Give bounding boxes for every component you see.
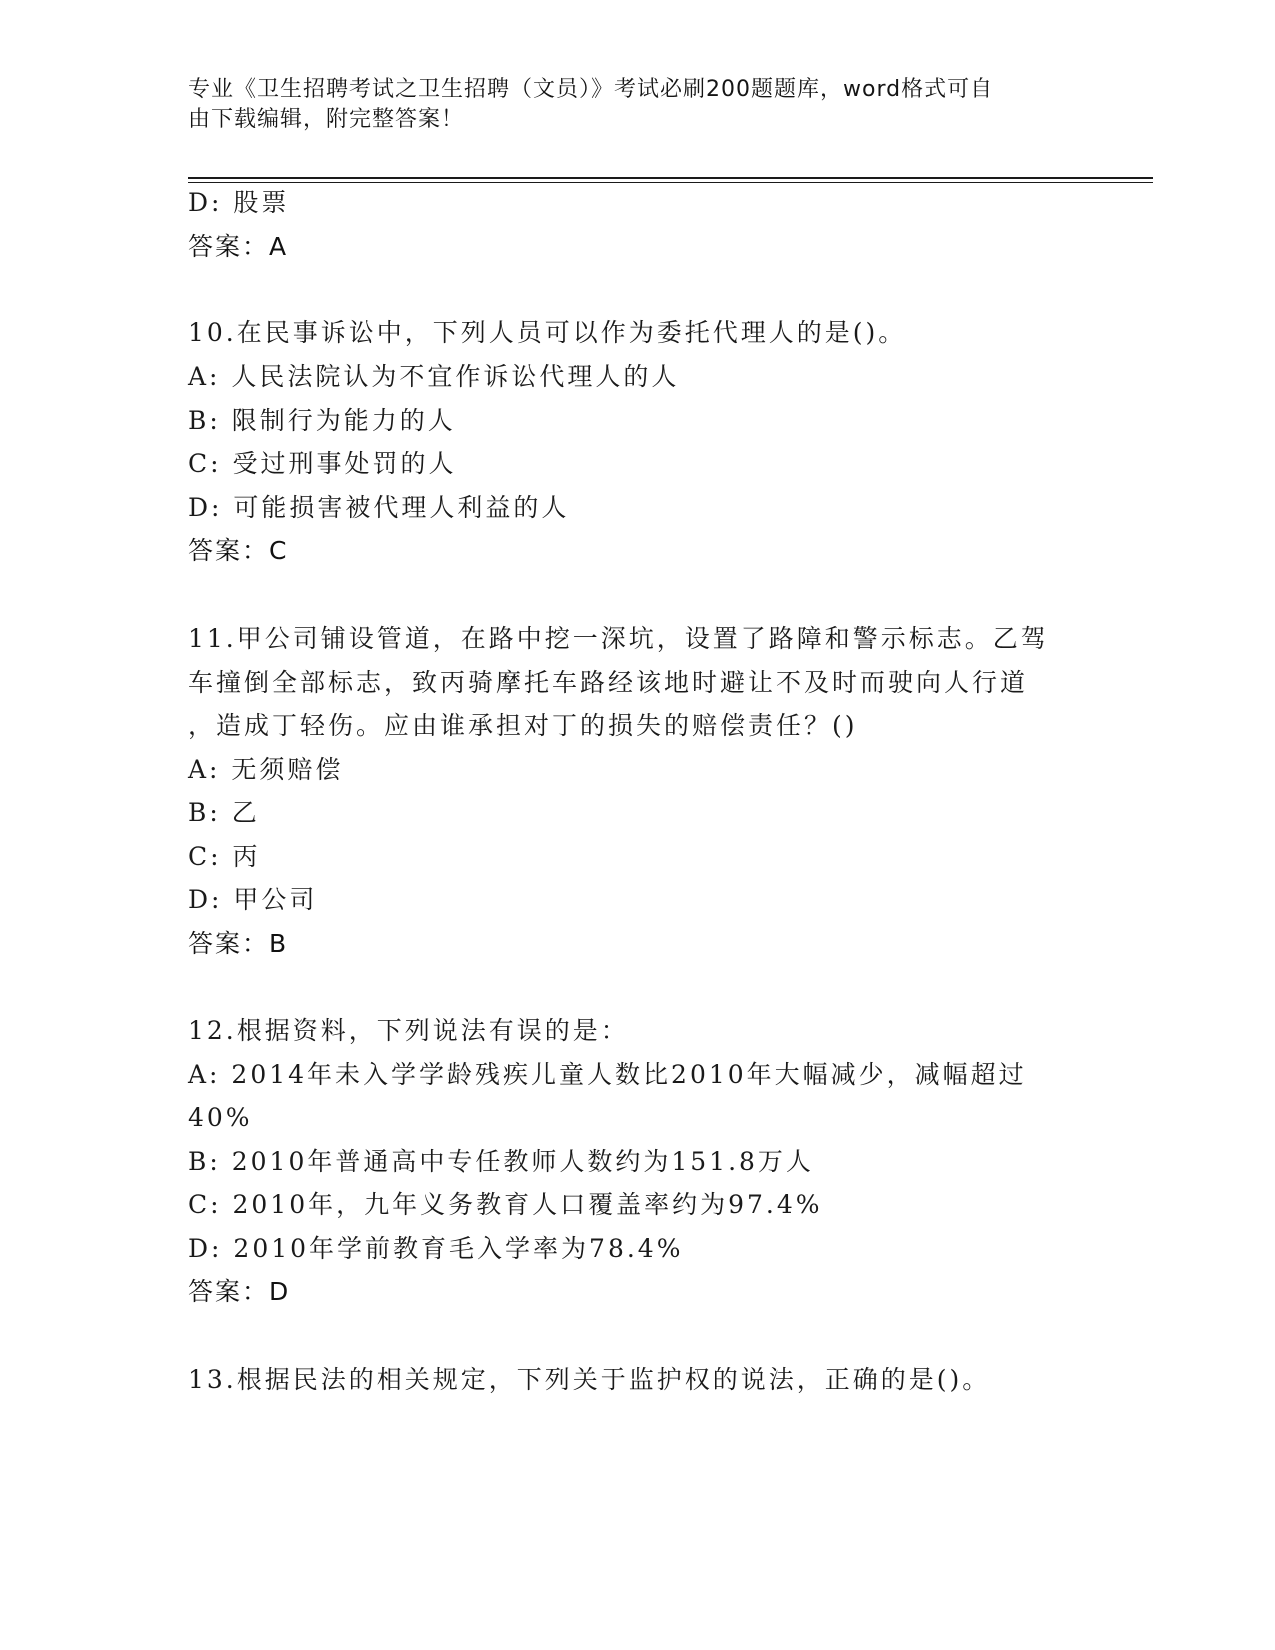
question-10-option-d: D: 可能损害被代理人利益的人: [188, 493, 570, 522]
question-11-option-d: D: 甲公司: [188, 885, 318, 914]
header-divider-thin: [188, 182, 1153, 183]
question-12-option-a: A: 2014年未入学学龄残疾儿童人数比2010年大幅减少，减幅超过: [188, 1060, 1027, 1089]
question-12-answer: 答案：D: [188, 1277, 291, 1306]
question-11-option-a: A: 无须赔偿: [188, 755, 344, 784]
question-12-option-b: B: 2010年普通高中专任教师人数约为151.8万人: [188, 1147, 814, 1176]
document-header: [188, 75, 1068, 135]
question-11-option-b: B: 乙: [188, 798, 260, 827]
question-10-stem: 10.在民事诉讼中，下列人员可以作为委托代理人的是()。: [188, 318, 907, 347]
question-12-option-d: D: 2010年学前教育毛入学率为78.4%: [188, 1234, 684, 1263]
question-11-answer: 答案：B: [188, 929, 289, 958]
question-11-stem-line-1: 11.甲公司铺设管道，在路中挖一深坑，设置了路障和警示标志。乙驾: [188, 624, 1049, 653]
header-line-1: 专业《卫生招聘考试之卫生招聘（文员）》考试必刷200题题库，word格式可自: [188, 77, 994, 102]
question-11-stem-line-2: 车撞倒全部标志，致丙骑摩托车路经该地时避让不及时而驶向人行道: [188, 668, 1029, 697]
question-12-option-a-continued: 40%: [188, 1103, 253, 1132]
question-10-option-c: C: 受过刑事处罚的人: [188, 449, 457, 478]
header-divider-thick: [188, 177, 1153, 179]
question-10-option-b: B: 限制行为能力的人: [188, 406, 456, 435]
header-line-2: 由下载编辑，附完整答案！: [188, 107, 465, 132]
question-10-answer: 答案：C: [188, 536, 289, 565]
question-12-stem: 12.根据资料，下列说法有误的是：: [188, 1016, 629, 1045]
question-13-stem: 13.根据民法的相关规定，下列关于监护权的说法，正确的是()。: [188, 1365, 991, 1394]
prev-question-option-d: D: 股票: [188, 188, 290, 217]
question-11-stem-line-3: ，造成丁轻伤。应由谁承担对丁的损失的赔偿责任？(): [188, 711, 858, 740]
prev-question-answer: 答案：A: [188, 232, 289, 261]
question-11-option-c: C: 丙: [188, 842, 261, 871]
question-10-option-a: A: 人民法院认为不宜作诉讼代理人的人: [188, 362, 680, 391]
question-12-option-c: C: 2010年，九年义务教育人口覆盖率约为97.4%: [188, 1190, 823, 1219]
